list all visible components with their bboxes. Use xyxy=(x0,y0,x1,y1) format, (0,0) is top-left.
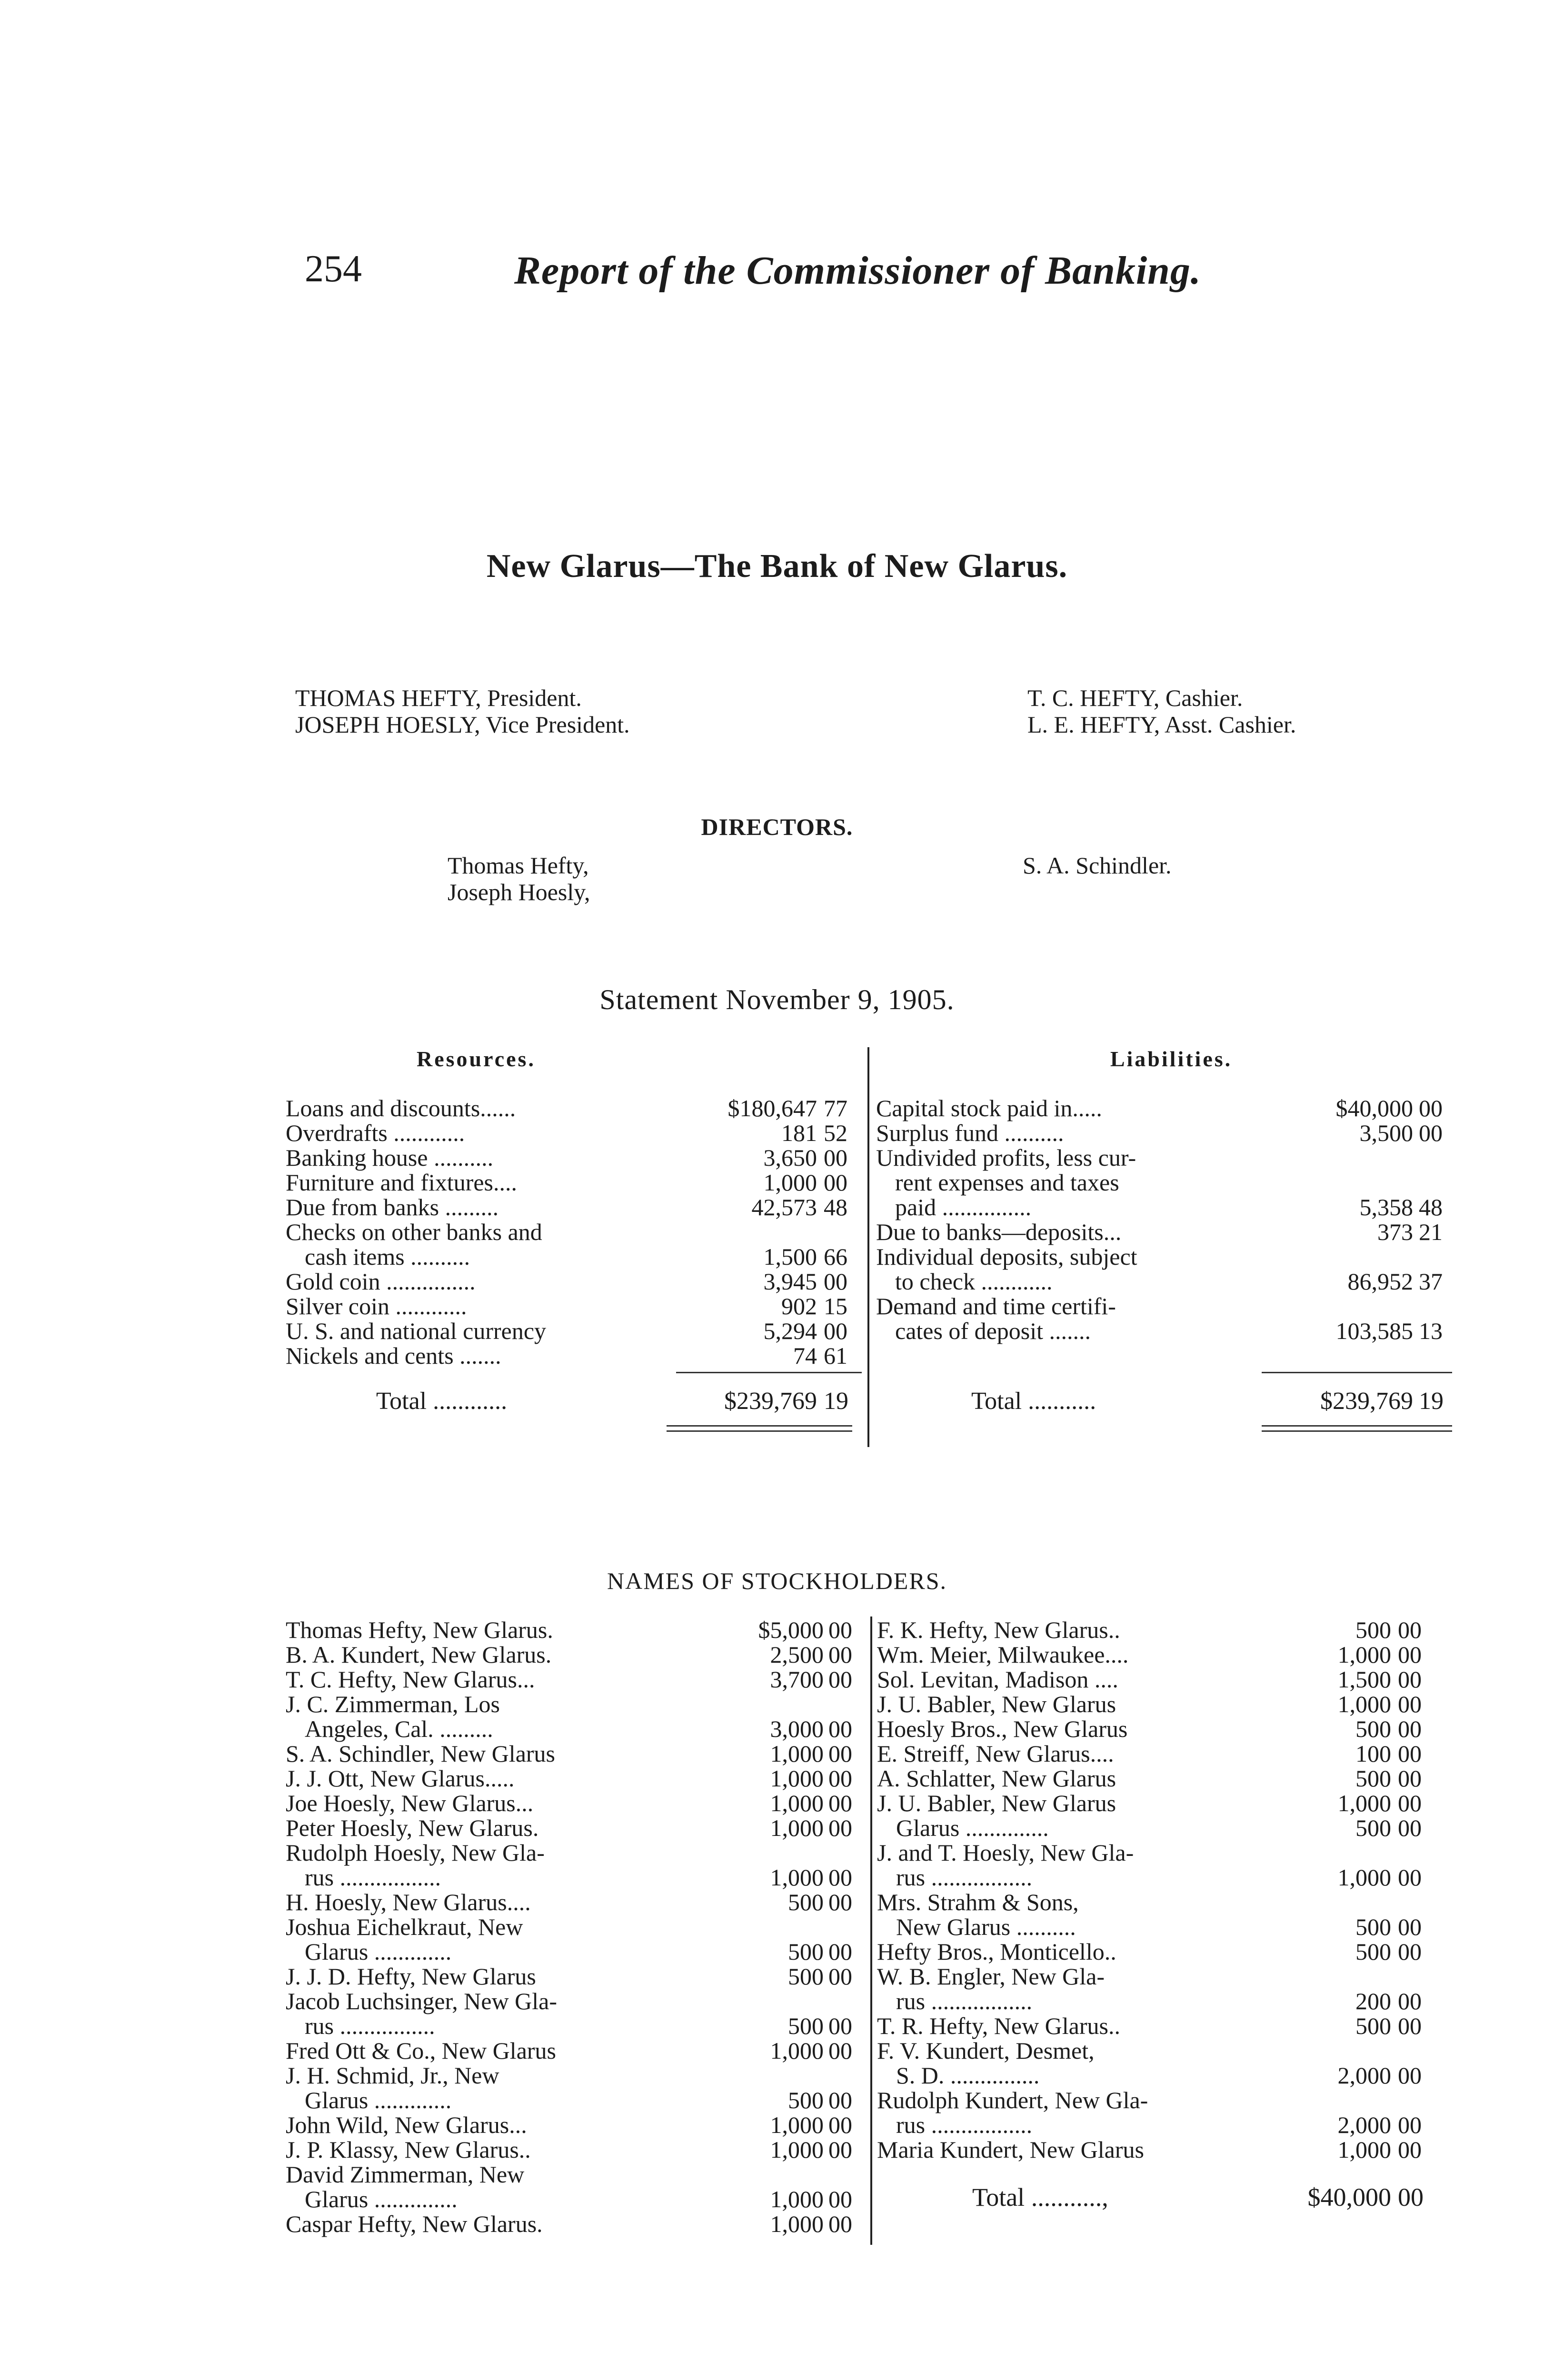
table-row xyxy=(877,1865,1458,1890)
row-amount: 1,000 xyxy=(770,2211,824,2237)
resources-heading: Resources. xyxy=(417,1047,536,1071)
row-cents: 00 xyxy=(1398,1641,1422,1668)
row-amount: 500 xyxy=(1355,1914,1391,1940)
row-cents: 77 xyxy=(824,1095,847,1121)
row-label: Joshua Eichelkraut, New xyxy=(286,1914,523,1940)
table-row xyxy=(286,1343,862,1368)
row-label: Wm. Meier, Milwaukee.... xyxy=(877,1641,1129,1668)
table-row xyxy=(877,1716,1458,1741)
row-cents: 00 xyxy=(1398,2112,1422,2138)
row-label: Hefty Bros., Monticello.. xyxy=(877,1938,1116,1965)
liabilities-total-amount: $239,769 xyxy=(1320,1388,1413,1415)
stockholders-heading: NAMES OF STOCKHOLDERS. xyxy=(607,1567,947,1594)
officer-vice-president: JOSEPH HOESLY, Vice President. xyxy=(295,711,630,738)
row-label: Overdrafts ............ xyxy=(286,1120,465,1146)
row-label: B. A. Kundert, New Glarus. xyxy=(286,1641,552,1668)
row-label: Rudolph Hoesly, New Gla- xyxy=(286,1839,545,1866)
row-amount: 902 xyxy=(781,1293,817,1319)
row-cents: 00 xyxy=(828,2087,852,2113)
row-cents: 00 xyxy=(828,2136,852,2163)
row-cents: 00 xyxy=(828,2112,852,2138)
row-label: S. A. Schindler, New Glarus xyxy=(286,1740,555,1767)
row-label: rus ................. xyxy=(896,1864,1033,1891)
table-row xyxy=(877,1642,1458,1667)
row-label: A. Schlatter, New Glarus xyxy=(877,1765,1116,1792)
row-label: Thomas Hefty, New Glarus. xyxy=(286,1616,553,1643)
row-label: Peter Hoesly, New Glarus. xyxy=(286,1815,539,1841)
row-cents: 48 xyxy=(824,1194,847,1220)
row-amount: 1,500 xyxy=(763,1243,817,1270)
table-row xyxy=(876,1244,1457,1269)
row-cents: 00 xyxy=(824,1318,847,1344)
table-row xyxy=(286,1840,867,1865)
table-row xyxy=(286,1244,862,1269)
row-label: Mrs. Strahm & Sons, xyxy=(877,1889,1079,1915)
row-cents: 00 xyxy=(1398,1765,1422,1792)
row-label: U. S. and national currency xyxy=(286,1318,547,1344)
row-label: rus ................. xyxy=(896,1988,1033,2014)
row-amount: $180,647 xyxy=(727,1095,817,1121)
row-amount: 1,000 xyxy=(1337,1864,1391,1891)
row-cents: 00 xyxy=(828,2037,852,2064)
table-row xyxy=(876,1170,1457,1195)
row-label: Jacob Luchsinger, New Gla- xyxy=(286,1988,558,2014)
row-amount: 3,945 xyxy=(763,1268,817,1295)
stockholders-total-cents: 00 xyxy=(1398,2183,1424,2211)
row-amount: 2,500 xyxy=(770,1641,824,1668)
row-amount: 500 xyxy=(788,2087,824,2113)
table-row xyxy=(877,1617,1458,1642)
table-row xyxy=(286,1220,862,1244)
row-amount: 5,358 xyxy=(1359,1194,1413,1220)
row-amount: 500 xyxy=(1355,2013,1391,2039)
row-cents: 00 xyxy=(824,1169,847,1196)
table-row xyxy=(876,1145,1457,1170)
row-cents: 00 xyxy=(828,2186,852,2212)
table-row xyxy=(286,2187,867,2211)
row-label: rent expenses and taxes xyxy=(895,1169,1119,1196)
row-label: Fred Ott & Co., New Glarus xyxy=(286,2037,556,2064)
row-cents: 00 xyxy=(1398,1790,1422,1816)
row-amount: 500 xyxy=(1355,1815,1391,1841)
stockholders-total-amount: $40,000 xyxy=(1307,2183,1391,2211)
table-row xyxy=(286,2088,867,2112)
table-row xyxy=(286,2038,867,2063)
table-row xyxy=(286,1741,867,1766)
row-amount: $40,000 xyxy=(1335,1095,1413,1121)
row-cents: 00 xyxy=(828,1938,852,1965)
liabilities-sum-rule xyxy=(1262,1372,1452,1373)
column-divider xyxy=(867,1047,869,1447)
row-label: F. K. Hefty, New Glarus.. xyxy=(877,1616,1120,1643)
row-amount: 1,000 xyxy=(770,2037,824,2064)
row-cents: 00 xyxy=(1398,1666,1422,1693)
row-label: Rudolph Kundert, New Gla- xyxy=(877,2087,1148,2113)
row-amount: 74 xyxy=(793,1342,817,1369)
table-row xyxy=(286,1791,867,1815)
table-row xyxy=(286,1914,867,1939)
row-amount: 500 xyxy=(788,2013,824,2039)
director-name: Joseph Hoesly, xyxy=(448,879,590,905)
row-label: Nickels and cents ....... xyxy=(286,1342,501,1369)
table-row xyxy=(286,1096,862,1121)
row-label: H. Hoesly, New Glarus.... xyxy=(286,1889,531,1915)
row-label: Banking house .......... xyxy=(286,1144,494,1171)
page-number: 254 xyxy=(305,248,362,290)
table-row xyxy=(877,1914,1458,1939)
row-cents: 00 xyxy=(1398,1716,1422,1742)
liabilities-total-label: Total ........... xyxy=(971,1388,1096,1415)
table-row xyxy=(876,1294,1457,1319)
resources-total-amount: $239,769 xyxy=(724,1388,817,1415)
row-cents: 52 xyxy=(824,1120,847,1146)
statement-date: Statement November 9, 1905. xyxy=(599,984,955,1015)
table-row xyxy=(877,1964,1458,1989)
row-label: Individual deposits, subject xyxy=(876,1243,1137,1270)
row-cents: 00 xyxy=(1398,1914,1422,1940)
row-label: cash items .......... xyxy=(305,1243,470,1270)
row-cents: 00 xyxy=(828,1864,852,1891)
row-cents: 61 xyxy=(824,1342,847,1369)
row-cents: 00 xyxy=(828,1765,852,1792)
row-label: J. U. Babler, New Glarus xyxy=(877,1790,1116,1816)
table-row xyxy=(286,1667,867,1692)
row-cents: 13 xyxy=(1419,1318,1443,1344)
table-row xyxy=(286,2162,867,2187)
officers-right xyxy=(1027,684,1296,738)
directors-right xyxy=(1023,852,1172,879)
row-cents: 00 xyxy=(1398,1616,1422,1643)
row-amount: 2,000 xyxy=(1337,2112,1391,2138)
row-label: Checks on other banks and xyxy=(286,1219,542,1245)
table-row xyxy=(877,1791,1458,1815)
resources-total-label: Total ............ xyxy=(376,1388,508,1415)
table-row xyxy=(286,1642,867,1667)
table-row xyxy=(286,1121,862,1145)
table-row xyxy=(876,1220,1457,1244)
row-cents: 37 xyxy=(1419,1268,1443,1295)
stockholders-total-label: Total ..........., xyxy=(972,2183,1108,2211)
row-cents: 00 xyxy=(824,1144,847,1171)
row-amount: 103,585 xyxy=(1335,1318,1413,1344)
row-amount: 1,000 xyxy=(770,1864,824,1891)
table-row xyxy=(286,1195,862,1220)
row-label: Furniture and fixtures.... xyxy=(286,1169,518,1196)
table-row xyxy=(877,1692,1458,1716)
row-cents: 00 xyxy=(1398,2136,1422,2163)
row-label: New Glarus .......... xyxy=(896,1914,1076,1940)
row-cents: 00 xyxy=(828,1641,852,1668)
row-cents: 00 xyxy=(828,2013,852,2039)
row-amount: 3,650 xyxy=(763,1144,817,1171)
table-row xyxy=(286,1145,862,1170)
row-amount: 1,000 xyxy=(1337,1790,1391,1816)
row-cents: 00 xyxy=(1398,1815,1422,1841)
row-label: Gold coin ............... xyxy=(286,1268,476,1295)
table-row xyxy=(286,1865,867,1890)
table-row xyxy=(877,2038,1458,2063)
table-row xyxy=(876,1269,1457,1294)
row-label: Joe Hoesly, New Glarus... xyxy=(286,1790,534,1816)
stockholders-total-row xyxy=(877,2185,1458,2210)
officer-asst-cashier: L. E. HEFTY, Asst. Cashier. xyxy=(1027,711,1296,738)
row-label: Hoesly Bros., New Glarus xyxy=(877,1716,1128,1742)
table-row xyxy=(286,1170,862,1195)
table-row xyxy=(286,1319,862,1343)
row-label: paid ............... xyxy=(895,1194,1032,1220)
row-amount: 1,000 xyxy=(770,1765,824,1792)
row-label: J. C. Zimmerman, Los xyxy=(286,1691,500,1717)
row-cents: 00 xyxy=(1398,1740,1422,1767)
bank-title: New Glarus—The Bank of New Glarus. xyxy=(486,548,1068,585)
row-label: Maria Kundert, New Glarus xyxy=(877,2136,1144,2163)
director-name: Thomas Hefty, xyxy=(448,852,589,879)
row-label: David Zimmerman, New xyxy=(286,2161,525,2188)
table-row xyxy=(286,2211,867,2236)
table-row xyxy=(877,1815,1458,1840)
row-label: Angeles, Cal. ......... xyxy=(305,1716,493,1742)
row-cents: 00 xyxy=(824,1268,847,1295)
table-row xyxy=(877,1890,1458,1914)
row-amount: 1,000 xyxy=(770,1740,824,1767)
row-label: John Wild, New Glarus... xyxy=(286,2112,527,2138)
resources-sum-rule xyxy=(676,1372,862,1373)
table-row xyxy=(286,1692,867,1716)
row-cents: 00 xyxy=(828,1889,852,1915)
row-amount: 3,700 xyxy=(770,1666,824,1693)
row-label: F. V. Kundert, Desmet, xyxy=(877,2037,1095,2064)
row-amount: 2,000 xyxy=(1337,2062,1391,2089)
row-amount: 1,000 xyxy=(1337,1691,1391,1717)
row-amount: 500 xyxy=(1355,1716,1391,1742)
row-amount: 86,952 xyxy=(1347,1268,1413,1295)
row-label: Surplus fund .......... xyxy=(876,1120,1064,1146)
liabilities-table xyxy=(876,1096,1457,1343)
table-row xyxy=(286,1617,867,1642)
row-label: E. Streiff, New Glarus.... xyxy=(877,1740,1114,1767)
row-label: Capital stock paid in..... xyxy=(876,1095,1102,1121)
table-row xyxy=(876,1195,1457,1220)
resources-total-cents: 19 xyxy=(824,1388,848,1415)
table-row xyxy=(286,2112,867,2137)
row-cents: 00 xyxy=(828,1740,852,1767)
row-label: Caspar Hefty, New Glarus. xyxy=(286,2211,543,2237)
stockholders-left-table xyxy=(286,1617,867,2236)
row-cents: 00 xyxy=(828,1790,852,1816)
row-label: rus ................. xyxy=(896,2112,1033,2138)
row-amount: 5,294 xyxy=(763,1318,817,1344)
row-amount: 181 xyxy=(781,1120,817,1146)
row-cents: 00 xyxy=(1419,1095,1443,1121)
row-label: S. D. ............... xyxy=(896,2062,1040,2089)
table-row xyxy=(286,2063,867,2088)
table-row xyxy=(877,2112,1458,2137)
row-amount: 200 xyxy=(1355,1988,1391,2014)
resources-table xyxy=(286,1096,862,1368)
row-label: Due to banks—deposits... xyxy=(876,1219,1122,1245)
row-label: J. H. Schmid, Jr., New xyxy=(286,2062,499,2089)
stockholders-column-divider xyxy=(870,1616,872,2245)
table-row xyxy=(286,1269,862,1294)
row-label: rus ................. xyxy=(305,1864,441,1891)
row-cents: 00 xyxy=(1398,1691,1422,1717)
row-cents: 00 xyxy=(1398,1864,1422,1891)
row-label: W. B. Engler, New Gla- xyxy=(877,1963,1105,1990)
row-amount: 42,573 xyxy=(751,1194,817,1220)
row-label: Glarus ............. xyxy=(305,1938,452,1965)
row-label: Silver coin ............ xyxy=(286,1293,467,1319)
row-label: J. P. Klassy, New Glarus.. xyxy=(286,2136,531,2163)
table-row xyxy=(877,2088,1458,2112)
table-row xyxy=(876,1319,1457,1343)
resources-double-rule xyxy=(667,1425,852,1432)
row-amount: 500 xyxy=(1355,1938,1391,1965)
stockholders-right-table xyxy=(877,1617,1458,2162)
row-amount: 1,000 xyxy=(770,1815,824,1841)
liabilities-double-rule xyxy=(1262,1425,1452,1432)
table-row xyxy=(286,1716,867,1741)
row-cents: 00 xyxy=(828,1963,852,1990)
table-row xyxy=(877,2013,1458,2038)
row-amount: 1,000 xyxy=(770,2112,824,2138)
row-label: to check ............ xyxy=(895,1268,1053,1295)
row-amount: 500 xyxy=(788,1963,824,1990)
officer-president: THOMAS HEFTY, President. xyxy=(295,684,582,711)
table-row xyxy=(286,1939,867,1964)
table-row xyxy=(877,1741,1458,1766)
table-row xyxy=(286,2013,867,2038)
table-row xyxy=(877,2137,1458,2162)
row-label: T. C. Hefty, New Glarus... xyxy=(286,1666,535,1693)
row-amount: 3,000 xyxy=(770,1716,824,1742)
table-row xyxy=(286,1890,867,1914)
director-name: S. A. Schindler. xyxy=(1023,852,1172,879)
table-row xyxy=(286,1766,867,1791)
row-amount: 3,500 xyxy=(1359,1120,1413,1146)
table-row xyxy=(876,1096,1457,1121)
row-amount: 500 xyxy=(1355,1765,1391,1792)
row-cents: 00 xyxy=(1398,1938,1422,1965)
row-label: Glarus .............. xyxy=(896,1815,1049,1841)
table-row xyxy=(877,2063,1458,2088)
row-label: Undivided profits, less cur- xyxy=(876,1144,1136,1171)
row-cents: 48 xyxy=(1419,1194,1443,1220)
row-label: rus ................ xyxy=(305,2013,435,2039)
row-label: J. J. D. Hefty, New Glarus xyxy=(286,1963,536,1990)
row-amount: 373 xyxy=(1377,1219,1413,1245)
row-label: Glarus .............. xyxy=(305,2186,458,2212)
liabilities-total-row xyxy=(876,1389,1457,1414)
row-label: Sol. Levitan, Madison .... xyxy=(877,1666,1118,1693)
liabilities-total-cents: 19 xyxy=(1419,1388,1444,1415)
row-cents: 00 xyxy=(828,1616,852,1643)
row-amount: 1,000 xyxy=(770,1790,824,1816)
table-row xyxy=(877,1840,1458,1865)
row-cents: 66 xyxy=(824,1243,847,1270)
row-cents: 00 xyxy=(828,2211,852,2237)
row-label: T. R. Hefty, New Glarus.. xyxy=(877,2013,1120,2039)
table-row xyxy=(286,1989,867,2013)
row-cents: 15 xyxy=(824,1293,847,1319)
row-amount: 500 xyxy=(1355,1616,1391,1643)
table-row xyxy=(877,1939,1458,1964)
directors-left xyxy=(448,852,590,905)
row-cents: 00 xyxy=(828,1815,852,1841)
row-label: J. U. Babler, New Glarus xyxy=(877,1691,1116,1717)
row-label: Loans and discounts...... xyxy=(286,1095,516,1121)
table-row xyxy=(877,1667,1458,1692)
table-row xyxy=(876,1121,1457,1145)
row-amount: 1,000 xyxy=(770,2186,824,2212)
row-amount: 100 xyxy=(1355,1740,1391,1767)
row-amount: 500 xyxy=(788,1938,824,1965)
row-cents: 00 xyxy=(1398,2013,1422,2039)
table-row xyxy=(877,1766,1458,1791)
row-cents: 00 xyxy=(1419,1120,1443,1146)
row-cents: 00 xyxy=(1398,2062,1422,2089)
table-row xyxy=(286,1964,867,1989)
row-amount: 1,000 xyxy=(770,2136,824,2163)
row-amount: $5,000 xyxy=(758,1616,824,1643)
row-cents: 00 xyxy=(828,1666,852,1693)
directors-heading: DIRECTORS. xyxy=(701,813,853,840)
running-head: Report of the Commissioner of Banking. xyxy=(514,248,1201,293)
row-label: J. and T. Hoesly, New Gla- xyxy=(877,1839,1134,1866)
row-label: Glarus ............. xyxy=(305,2087,452,2113)
row-amount: 1,000 xyxy=(1337,2136,1391,2163)
row-label: Due from banks ......... xyxy=(286,1194,499,1220)
table-row xyxy=(286,1815,867,1840)
row-cents: 00 xyxy=(1398,1988,1422,2014)
row-amount: 1,500 xyxy=(1337,1666,1391,1693)
row-label: cates of deposit ....... xyxy=(895,1318,1091,1344)
resources-total-row xyxy=(286,1389,862,1414)
liabilities-heading: Liabilities. xyxy=(1110,1047,1233,1071)
row-amount: 500 xyxy=(788,1889,824,1915)
table-row xyxy=(286,1294,862,1319)
row-cents: 00 xyxy=(828,1716,852,1742)
row-cents: 21 xyxy=(1419,1219,1443,1245)
table-row xyxy=(286,2137,867,2162)
officers-left xyxy=(295,684,630,738)
row-label: Demand and time certifi- xyxy=(876,1293,1116,1319)
table-row xyxy=(877,1989,1458,2013)
row-amount: 1,000 xyxy=(763,1169,817,1196)
officer-cashier: T. C. HEFTY, Cashier. xyxy=(1027,684,1243,711)
row-label: J. J. Ott, New Glarus..... xyxy=(286,1765,515,1792)
row-amount: 1,000 xyxy=(1337,1641,1391,1668)
